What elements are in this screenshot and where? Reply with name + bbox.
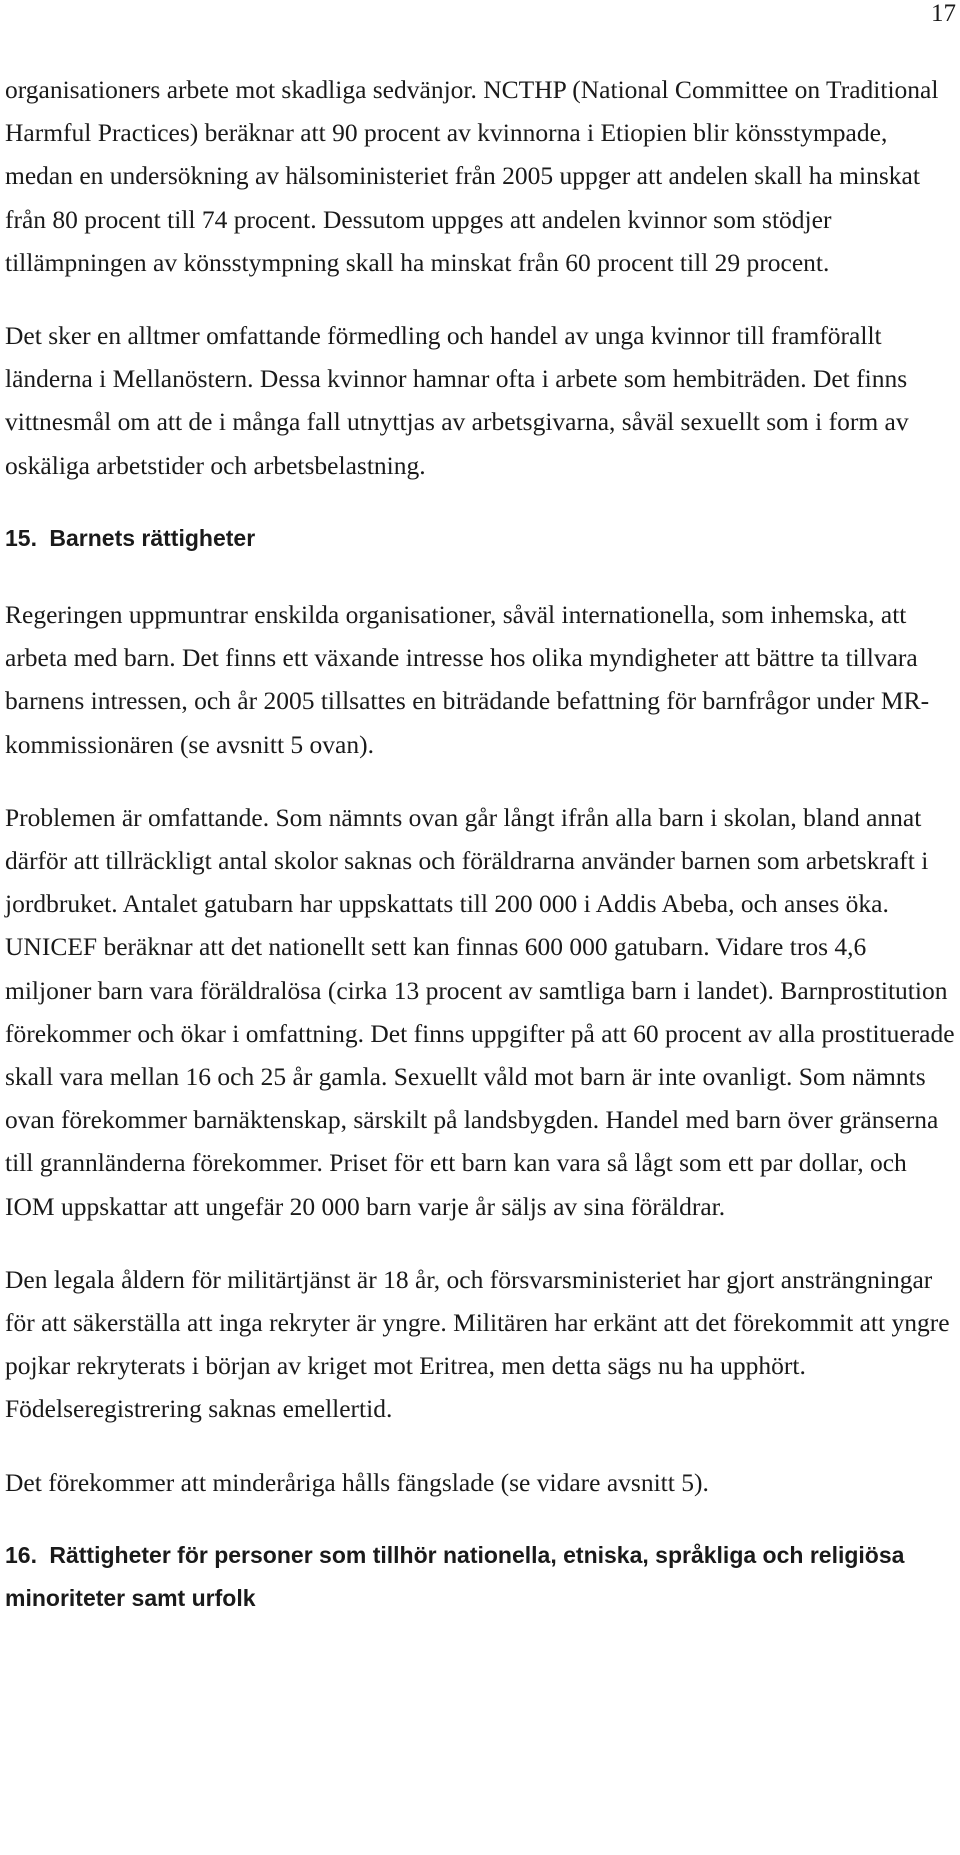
section-15-title: Barnets rättigheter: [49, 524, 256, 551]
paragraph-minors-detained: Det förekommer att minderåriga hålls fängslade (se vidare avsnitt 5).: [5, 1467, 709, 1497]
section-16-number: 16.: [5, 1541, 37, 1568]
paragraph-military-age: Den legala åldern för militärtjänst är 18 år, och försvarsministeriet har gjort ansträngningar för att säkerställa att inga rekryter är yngre. Militären har erkänt att det förekommit att yngre pojkar rekryterats i början av kriget mot Eritrea, men detta sägs nu ha upphört. Födelseregistrering saknas emellertid.: [5, 1264, 950, 1424]
page-number: 17: [931, 0, 956, 27]
paragraph-children-organisations: Regeringen uppmuntrar enskilda organisationer, såväl internationella, som inhemska, att arbeta med barn. Det finns ett växande intresse hos olika myndigheter att bättre ta tillvara barnens intressen, och år 2005 tillsattes en biträdande befattning för barnfrågor under MR-kommissionären (se avsnitt 5 ovan).: [5, 600, 930, 759]
paragraph-children-problems: Problemen är omfattande. Som nämnts ovan går långt ifrån alla barn i skolan, bland annat därför att tillräckligt antal skolor saknas och föräldrarna använder barnen som arbetskraft i jordbruket. Antalet gatubarn har uppskattats till 200 000 i Addis Abeba, och anses öka. UNICEF beräknar att det nationellt sett kan finnas 600 000 gatubarn. Vidare tros 4,6 miljoner barn vara föräldralösa (cirka 13 procent av samtliga barn i landet). Barnprostitution förekommer och ökar i omfattning. Det finns uppgifter på att 60 procent av alla prostituerade skall vara mellan 16 och 25 år gamla. Sexuellt våld mot barn är inte ovanligt. Som nämnts ovan förekommer barnäktenskap, särskilt på landsbygden. Handel med barn över gränserna till grannländerna förekommer. Priset för ett barn kan vara så lågt som ett par dollar, och IOM uppskattar att ungefär 20 000 barn varje år säljs av sina föräldrar.: [5, 802, 955, 1221]
section-16-title: Rättigheter för personer som tillhör nationella, etniska, språkliga och religiösa minoriteter samt urfolk: [5, 1541, 905, 1612]
section-15-heading: [5, 517, 955, 560]
document-body: [5, 68, 955, 1653]
section-16-heading: [5, 1534, 955, 1620]
section-15-number: 15.: [5, 524, 37, 551]
paragraph-trafficking-women: Det sker en alltmer omfattande förmedling och handel av unga kvinnor till framförallt länderna i Mellanöstern. Dessa kvinnor hamnar ofta i arbete som hembiträden. Det finns vittnesmål om att de i många fall utnyttjas av arbetsgivarna, såväl sexuellt som i form av oskäliga arbetstider och arbetsbelastning.: [5, 321, 909, 480]
paragraph-fgm-statistics: organisationers arbete mot skadliga sedvänjor. NCTHP (National Committee on Traditional Harmful Practices) beräknar att 90 procent av kvinnorna i Etiopien blir könsstympade, medan en undersökning av hälsoministeriet från 2005 uppger att andelen skall ha minskat från 80 procent till 74 procent. Dessutom uppges att andelen kvinnor som stödjer tillämpningen av könsstympning skall ha minskat från 60 procent till 29 procent.: [5, 75, 939, 277]
